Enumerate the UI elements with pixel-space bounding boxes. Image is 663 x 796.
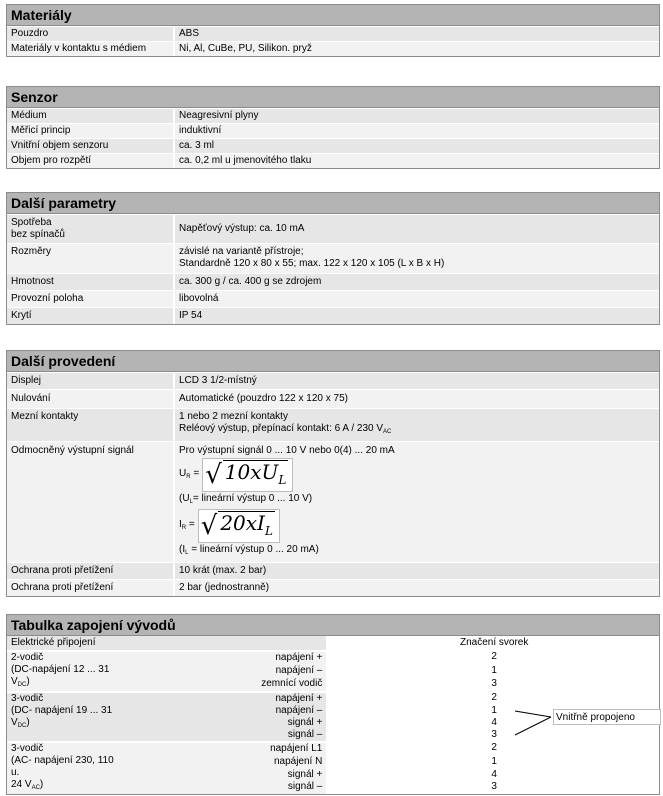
table-row — [7, 562, 659, 579]
formula-ir: $I_R$ = √ $20xI_L$ — [179, 508, 655, 544]
signal-label: napájení – — [123, 705, 328, 717]
table-row — [7, 153, 659, 168]
table-row — [7, 26, 659, 41]
row-value: ca. 3 ml — [175, 139, 659, 153]
row-label: Nulování — [7, 390, 175, 408]
terminal-number: 4 — [328, 717, 659, 729]
sqrt-formula-voltage: √ $10xU_L$ — [202, 458, 293, 492]
dalsi-provedeni-section — [6, 350, 660, 597]
group-label: 3-vodič (AC- napájení 230, 110 u. 24 $V_{AC}$) — [7, 742, 123, 794]
table-row — [7, 273, 659, 290]
row-label: Odmocněný výstupní signál — [7, 442, 175, 562]
table-row — [7, 108, 659, 123]
table-row — [7, 123, 659, 138]
signal-label: napájení N — [123, 756, 328, 769]
dalsi-provedeni-title: Další provedení — [7, 351, 659, 372]
row-label: Ochrana proti přetížení — [7, 563, 175, 579]
senzor-title: Senzor — [7, 87, 659, 108]
table-row — [7, 290, 659, 307]
terminal-number: 1 — [328, 705, 659, 717]
materialy-section — [6, 4, 660, 57]
row-label: Médium — [7, 109, 175, 123]
table-row — [7, 651, 659, 665]
row-value — [175, 244, 659, 273]
table-row — [7, 138, 659, 153]
row-label: Rozměry — [7, 244, 175, 273]
row-value — [175, 442, 659, 562]
table-row — [7, 579, 659, 596]
terminal-number: 3 — [328, 729, 659, 742]
row-value: ABS — [175, 27, 659, 41]
row-value: IP 54 — [175, 308, 659, 324]
table-row — [7, 307, 659, 324]
table-row — [7, 243, 659, 273]
group-label: 3-vodič (DC- napájení 19 ... 31 $V_{DC}$) — [7, 692, 123, 742]
row-value: LCD 3 1/2-místný — [175, 373, 659, 389]
row-value — [175, 409, 659, 441]
rozmery-value-2: Standardně 120 x 80 x 55; max. 122 x 120 x 105 (L x B x H) — [179, 258, 445, 269]
terminal-number: 2 — [328, 742, 659, 756]
dalsi-parametry-title: Další parametry — [7, 193, 659, 214]
row-value: ca. 300 g / ca. 400 g se zdrojem — [175, 274, 659, 290]
row-label: Displej — [7, 373, 175, 389]
table-row — [7, 372, 659, 389]
table-row — [7, 389, 659, 408]
table-header-row — [7, 636, 659, 651]
row-label: Materiály v kontaktu s médiem — [7, 42, 175, 56]
group-label: 2-vodič (DC-napájení 12 ... 31 $V_{DC}$) — [7, 651, 123, 692]
signal-label: napájení L1 — [123, 742, 328, 756]
terminal-number: 2 — [328, 692, 659, 705]
row-value: induktivní — [175, 124, 659, 138]
row-label: Provozní poloha — [7, 291, 175, 307]
row-value: libovolná — [175, 291, 659, 307]
row-value: 10 krát (max. 2 bar) — [175, 563, 659, 579]
row-label: Mezní kontakty — [7, 409, 175, 441]
spotreba-label-2: bez spínačů — [11, 229, 65, 240]
dalsi-parametry-section — [6, 192, 660, 325]
signal-label: signál – — [123, 781, 328, 794]
row-label — [7, 215, 175, 243]
signal-label: napájení + — [123, 692, 328, 705]
signal-label: signál + — [123, 717, 328, 729]
terminal-number: 4 — [328, 769, 659, 782]
terminal-number: 3 — [328, 781, 659, 794]
table-row — [7, 408, 659, 441]
rozmery-value-1: závislé na variantě přístroje; — [179, 246, 304, 257]
row-value: Ni, Al, CuBe, PU, Silikon. pryž — [175, 42, 659, 56]
row-label: Hmotnost — [7, 274, 175, 290]
internal-connection-note: Vnitřně propojeno — [553, 709, 661, 725]
table-row — [7, 692, 659, 705]
signal-label: zemnící vodič — [123, 678, 328, 692]
mezni-value-1: 1 nebo 2 mezní kontakty — [179, 411, 288, 422]
terminal-number: 3 — [328, 678, 659, 692]
table-row — [7, 742, 659, 756]
signal-label: signál – — [123, 729, 328, 742]
terminal-number: 1 — [328, 665, 659, 678]
formula-ur: $U_R$ = √ $10xU_L$ — [179, 457, 655, 493]
formula-ir-note: ($I_L$ = lineární výstup 0 ... 20 mA) — [179, 544, 319, 556]
signal-label: napájení – — [123, 665, 328, 678]
table-row — [7, 214, 659, 243]
terminal-number: 1 — [328, 756, 659, 769]
signal-label: napájení + — [123, 651, 328, 665]
signal-label: signál + — [123, 769, 328, 782]
materialy-title: Materiály — [7, 5, 659, 26]
senzor-section — [6, 86, 660, 169]
formula-ur-note: ($U_L=$ lineární výstup 0 ... 10 V) — [179, 493, 313, 505]
spotreba-value: Napěťový výstup: ca. 10 mA — [179, 223, 305, 234]
zapojeni-title: Tabulka zapojení vývodů — [7, 615, 659, 636]
table-row — [7, 41, 659, 56]
odm-value-1: Pro výstupní signál 0 ... 10 V nebo 0(4) ... 20 mA — [179, 445, 395, 456]
row-value: ca. 0,2 ml u jmenovitého tlaku — [175, 154, 659, 168]
zapojeni-section — [6, 614, 660, 795]
spotreba-label-1: Spotřeba — [11, 217, 52, 228]
mezni-value-2: Reléový výstup, přepínací kontakt: 6 A / 230 $V_{AC}$ — [179, 423, 392, 435]
row-value — [175, 215, 659, 243]
sqrt-formula-current: √ $20xI_L$ — [198, 509, 280, 543]
row-value: Automatické (pouzdro 122 x 120 x 75) — [175, 390, 659, 408]
row-label: Vnitřní objem senzoru — [7, 139, 175, 153]
row-label: Měřicí princip — [7, 124, 175, 138]
col-header-connection: Elektrické připojení — [7, 636, 328, 651]
row-label: Ochrana proti přetížení — [7, 580, 175, 596]
row-value: Neagresivní plyny — [175, 109, 659, 123]
terminal-number: 2 — [328, 651, 659, 665]
row-label: Pouzdro — [7, 27, 175, 41]
col-header-terminals: Značení svorek — [328, 636, 659, 651]
row-value: 2 bar (jednostranně) — [175, 580, 659, 596]
table-row — [7, 441, 659, 562]
row-label: Objem pro rozpětí — [7, 154, 175, 168]
row-label: Krytí — [7, 308, 175, 324]
